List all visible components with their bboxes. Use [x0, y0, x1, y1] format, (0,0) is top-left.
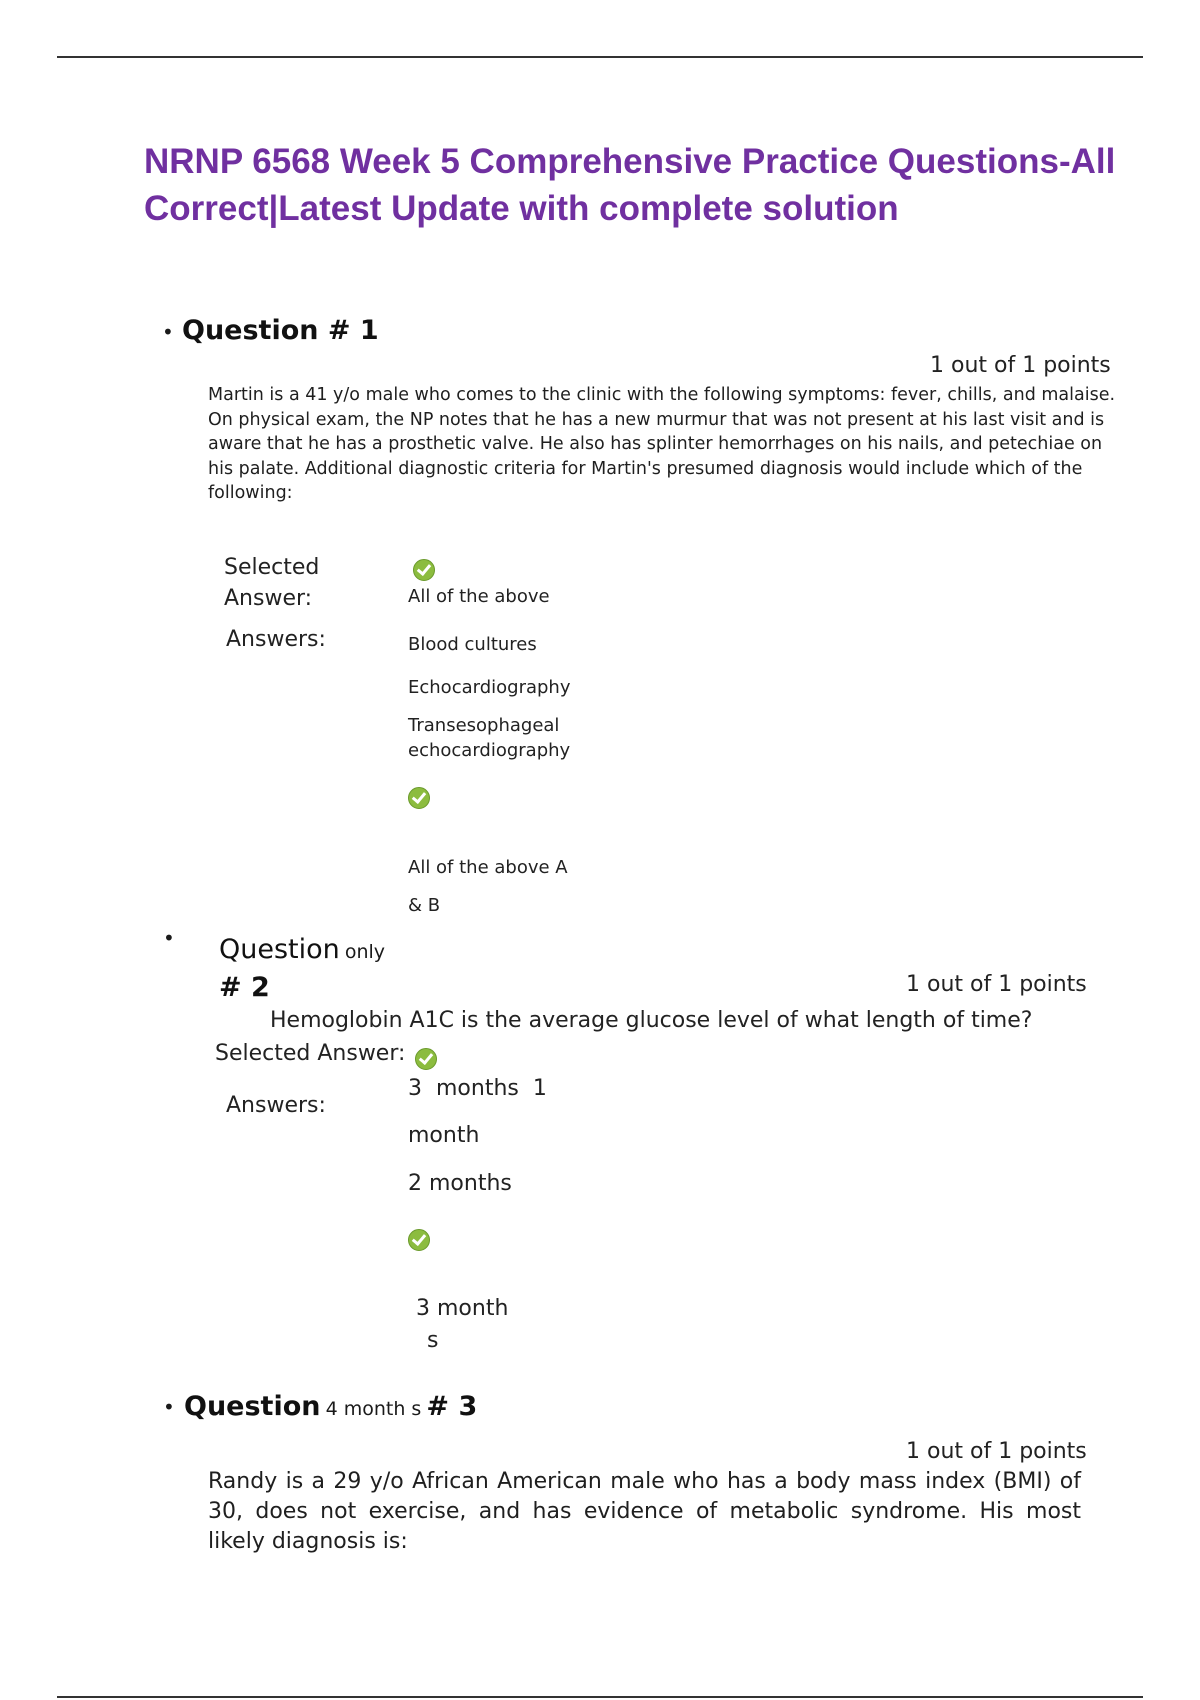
- question-2-selected-label: Selected Answer:: [215, 1041, 406, 1066]
- question-3-points: 1 out of 1 points: [906, 1439, 1087, 1464]
- question-2-heading-extra: only: [344, 941, 386, 963]
- question-3-heading-extra: 4 month s: [325, 1398, 422, 1420]
- answer-option: 3 month: [416, 1296, 509, 1321]
- question-1-text: Martin is a 41 y/o male who comes to the clinic with the following symptoms: fever, chills, and malaise. On physical exam, the NP notes that he has a new murmur that was not present at his last visit and is aware that he has a prosthetic valve. He also has splinter hemorrhages on his nails, and petechiae on his palate. Additional diagnostic criteria for Martin's presumed diagnosis would include which of the following:: [208, 385, 1116, 503]
- document-title: NRNP 6568 Week 5 Comprehensive Practice Questions-All Correct|Latest Update with complete solution: [144, 142, 1116, 228]
- question-1-answers-label: Answers:: [226, 627, 326, 652]
- bullet-icon: •: [163, 1395, 175, 1419]
- bottom-rule: [57, 1696, 1143, 1698]
- check-circle-icon: [408, 1229, 430, 1251]
- question-2-text: Hemoglobin A1C is the average glucose level of what length of time?: [270, 1008, 1033, 1033]
- question-1-selected-label-2: Answer:: [224, 586, 313, 611]
- question-1-selected-answer: All of the above: [408, 586, 550, 607]
- check-circle-icon: [413, 559, 435, 581]
- question-1-points: 1 out of 1 points: [930, 353, 1111, 378]
- question-2-answers-label: Answers:: [226, 1093, 326, 1118]
- check-circle-icon: [408, 787, 430, 809]
- answer-option: 2 months: [408, 1171, 512, 1196]
- question-1-selected-label: Selected: [224, 555, 320, 580]
- answer-option: All of the above A: [408, 857, 568, 878]
- question-3-text: Randy is a 29 y/o African American male who has a body mass index (BMI) of 30, does not exercise, and has evidence of metabolic syndrome. His most likely diagnosis is:: [208, 1469, 1081, 1554]
- answer-option: Transesophageal: [408, 715, 560, 736]
- answer-option: Blood cultures: [408, 634, 537, 655]
- answer-option: & B: [408, 895, 441, 916]
- question-1-heading: Question # 1: [182, 315, 379, 346]
- answer-option: Echocardiography: [408, 677, 571, 698]
- question-3-heading-word: Question: [184, 1391, 321, 1422]
- question-3-heading: [184, 1391, 477, 1422]
- bullet-icon: •: [162, 320, 174, 344]
- question-3-number: # 3: [426, 1391, 478, 1422]
- answer-option: month: [408, 1123, 480, 1148]
- question-2-heading-word: Question: [219, 934, 340, 965]
- question-2-number: # 2: [219, 972, 270, 1003]
- question-2-heading: [219, 934, 385, 965]
- answer-option: 3 months 1: [408, 1076, 547, 1101]
- check-circle-icon: [415, 1048, 437, 1070]
- top-rule: [57, 56, 1143, 58]
- bullet-icon: •: [163, 926, 175, 950]
- answer-option: s: [427, 1328, 439, 1353]
- answer-option: echocardiography: [408, 740, 571, 761]
- question-2-points: 1 out of 1 points: [906, 972, 1087, 997]
